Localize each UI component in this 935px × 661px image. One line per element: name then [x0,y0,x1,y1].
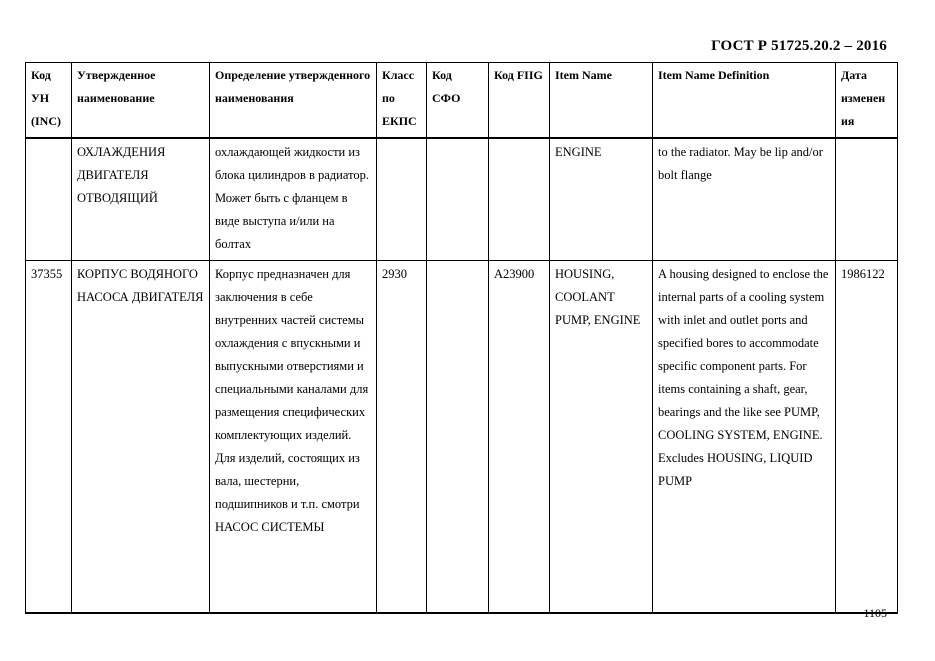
column-header-class: Класс по ЕКПС [377,63,427,139]
cell-change-date [836,138,898,261]
column-header-fiig: Код FIIG [489,63,550,139]
cell-inc: 37355 [26,261,72,613]
cell-item-name: HOUSING, COOLANT PUMP, ENGINE [550,261,653,613]
cell-class: 2930 [377,261,427,613]
cell-definition-ru: охлаждающей жидкости из блока цилиндров в радиатор. Может быть с фланцем в виде выступа и/или на болтах [210,138,377,261]
cell-inc [26,138,72,261]
cell-definition-ru: Корпус предназначен для заключения в себе внутренних частей системы охлаждения с впускными и выпускными отверстиями и специальными каналами для размещения специфических комплектующих изделий. Для изделий, состоящих из вала, шестерни, подшипников и т.п. смотри НАСОС СИСТЕМЫ [210,261,377,613]
column-header-item-name-definition: Item Name Definition [653,63,836,139]
catalog-table [25,62,898,614]
cell-item-name-definition: A housing designed to enclose the internal parts of a cooling system with inlet and outlet ports and specified bores to accommodate specific component parts. For items containing a shaft, gear, bearings and the like see PUMP, COOLING SYSTEM, ENGINE. Excludes HOUSING, LIQUID PUMP [653,261,836,613]
cell-fiig: A23900 [489,261,550,613]
table-header-row [26,63,898,139]
cell-change-date: 1986122 [836,261,898,613]
cell-item-name-definition: to the radiator. May be lip and/or bolt flange [653,138,836,261]
column-header-inc: Код УН (INC) [26,63,72,139]
table-row [26,261,898,613]
cell-approved-name: ОХЛАЖДЕНИЯ ДВИГАТЕЛЯ ОТВОДЯЩИЙ [72,138,210,261]
document-standard-title: ГОСТ Р 51725.20.2 – 2016 [711,38,887,54]
column-header-definition-ru: Определение утвержденного наименования [210,63,377,139]
column-header-item-name: Item Name [550,63,653,139]
page-number: 1105 [863,606,887,620]
cell-sfo [427,138,489,261]
cell-sfo [427,261,489,613]
cell-item-name: ENGINE [550,138,653,261]
cell-class [377,138,427,261]
column-header-approved-name: Утвержденное наименование [72,63,210,139]
cell-fiig [489,138,550,261]
cell-approved-name: КОРПУС ВОДЯНОГО НАСОСА ДВИГАТЕЛЯ [72,261,210,613]
column-header-change-date: Дата изменен ия [836,63,898,139]
table-row [26,138,898,261]
column-header-sfo: Код СФО [427,63,489,139]
